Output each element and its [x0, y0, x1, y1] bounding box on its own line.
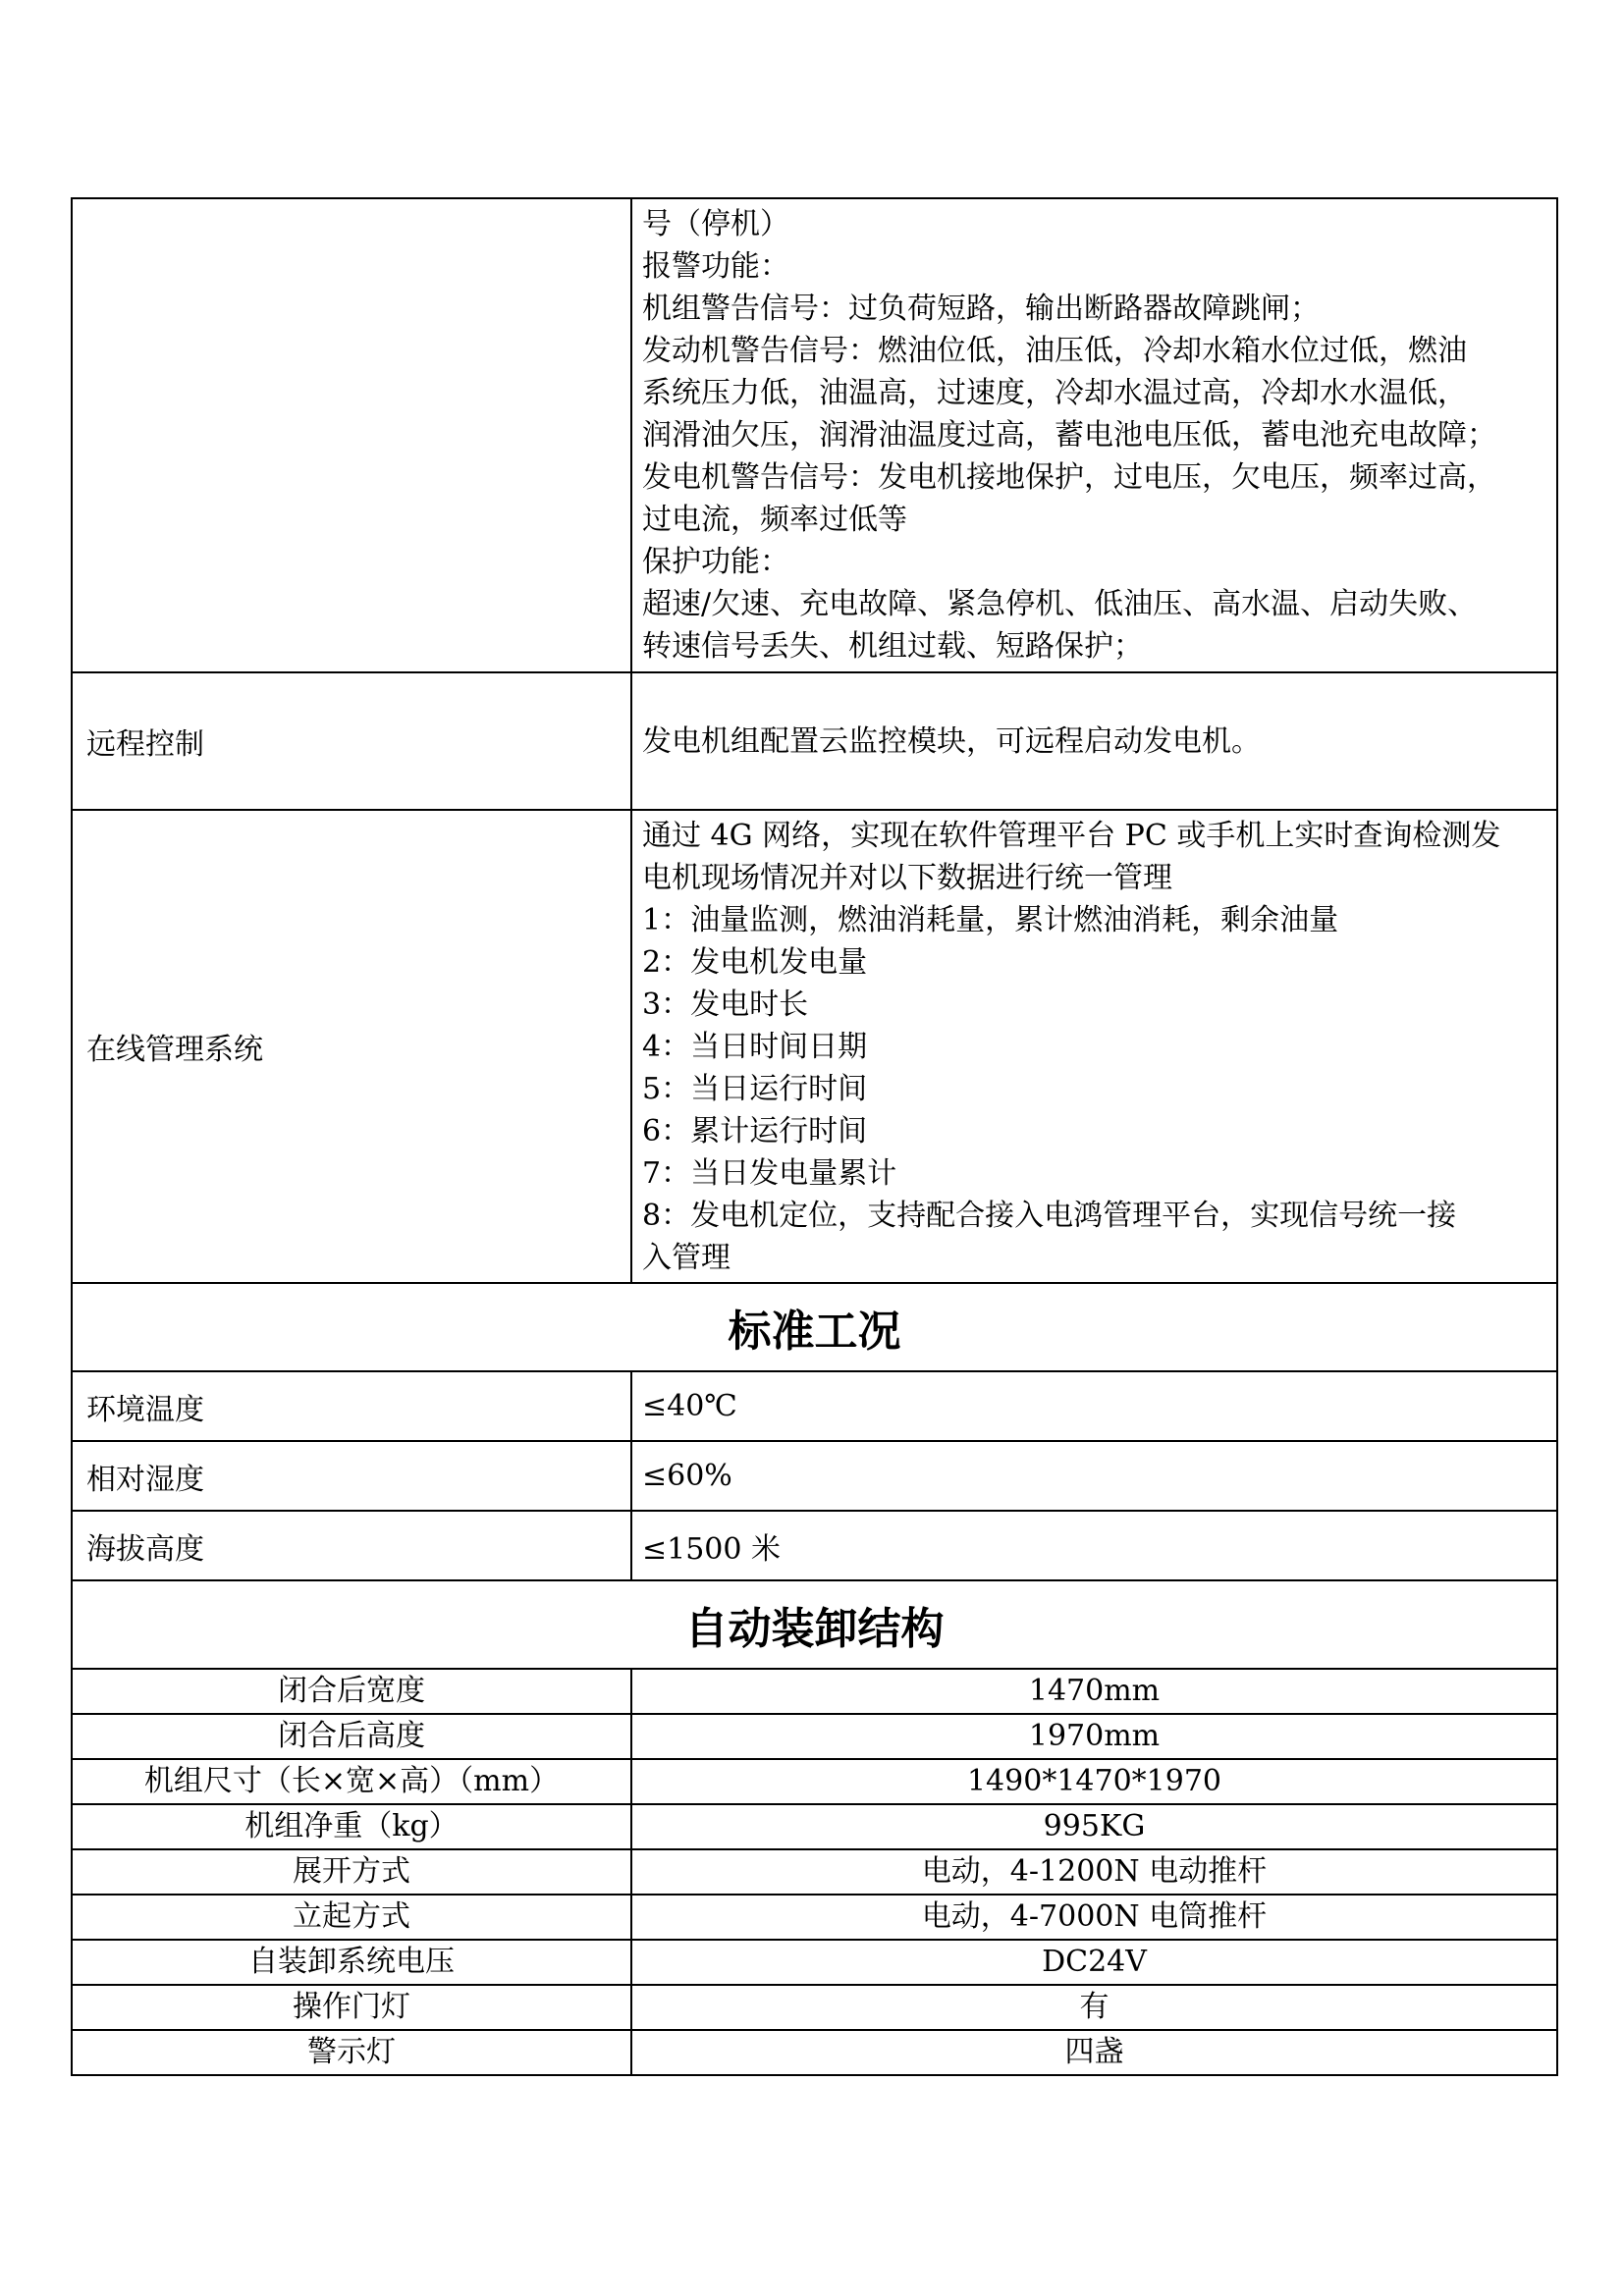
text-line: 保护功能： — [642, 545, 789, 579]
table-row — [72, 672, 1557, 810]
spec-value: 电动，4-1200N 电动推杆 — [631, 1849, 1557, 1895]
text-line: 2：发电机发电量 — [642, 944, 868, 980]
spec-label: 机组净重（kg） — [72, 1804, 631, 1849]
table-row — [72, 1371, 1557, 1441]
text-line: 号（停机） — [642, 207, 789, 241]
text-line: 报警功能： — [642, 249, 789, 284]
text-line: 4：当日时间日期 — [642, 1029, 868, 1064]
text-line: 3：发电时长 — [642, 987, 809, 1022]
spec-table — [71, 197, 1558, 2076]
text-line: 转速信号丢失、机组过载、短路保护； — [642, 629, 1143, 664]
spec-label: 展开方式 — [72, 1849, 631, 1895]
table-row — [72, 1895, 1557, 1940]
table-row — [72, 2030, 1557, 2075]
spec-label: 机组尺寸（长×宽×高）（mm） — [72, 1759, 631, 1804]
spec-label: 自装卸系统电压 — [72, 1940, 631, 1985]
section-title-standard-conditions: 标准工况 — [72, 1283, 1557, 1371]
condition-value: ≤40℃ — [631, 1371, 1557, 1441]
spec-value: DC24V — [631, 1940, 1557, 1985]
text-line: 5：当日运行时间 — [642, 1071, 868, 1106]
text-line: 入管理 — [642, 1240, 731, 1275]
table-row — [72, 198, 1557, 672]
row-label — [72, 198, 631, 672]
text-line: 发电机组配置云监控模块，可远程启动发电机。 — [642, 723, 1261, 759]
spec-value: 有 — [631, 1985, 1557, 2030]
spec-label: 警示灯 — [72, 2030, 631, 2075]
table-row — [72, 1669, 1557, 1714]
text-line: 1：油量监测，燃油消耗量，累计燃油消耗，剩余油量 — [642, 902, 1339, 937]
text-line: 通过 4G 网络，实现在软件管理平台 PC 或手机上实时查询检测发 — [642, 818, 1501, 853]
row-label: 在线管理系统 — [72, 810, 631, 1283]
section-header-row — [72, 1580, 1557, 1669]
spec-value: 1470mm — [631, 1669, 1557, 1714]
remote-control-description — [631, 672, 1557, 810]
spec-value: 四盏 — [631, 2030, 1557, 2075]
condition-value: ≤1500 米 — [631, 1511, 1557, 1580]
text-line: 润滑油欠压，润滑油温度过高，蓄电池电压低，蓄电池充电故障； — [642, 418, 1496, 453]
table-row — [72, 1511, 1557, 1580]
section-title-auto-loading-structure: 自动装卸结构 — [72, 1580, 1557, 1669]
table-row — [72, 1985, 1557, 2030]
table-row — [72, 810, 1557, 1283]
table-row — [72, 1714, 1557, 1759]
table-row — [72, 1940, 1557, 1985]
table-row — [72, 1759, 1557, 1804]
condition-label: 海拔高度 — [72, 1511, 631, 1580]
text-line: 8：发电机定位，支持配合接入电鸿管理平台，实现信号统一接 — [642, 1198, 1457, 1233]
spec-label: 立起方式 — [72, 1895, 631, 1940]
text-line: 发动机警告信号：燃油位低，油压低，冷却水箱水位过低，燃油 — [642, 334, 1467, 368]
condition-label: 环境温度 — [72, 1371, 631, 1441]
online-management-description — [631, 810, 1557, 1283]
text-line: 超速/欠速、充电故障、紧急停机、低油压、高水温、启动失败、 — [642, 587, 1478, 621]
spec-value: 电动，4-7000N 电筒推杆 — [631, 1895, 1557, 1940]
condition-value: ≤60% — [631, 1441, 1557, 1511]
spec-label: 闭合后高度 — [72, 1714, 631, 1759]
row-label: 远程控制 — [72, 672, 631, 810]
text-line: 7：当日发电量累计 — [642, 1155, 897, 1191]
text-line: 电机现场情况并对以下数据进行统一管理 — [642, 860, 1172, 895]
text-line: 6：累计运行时间 — [642, 1113, 868, 1148]
spec-label: 操作门灯 — [72, 1985, 631, 2030]
spec-value: 995KG — [631, 1804, 1557, 1849]
spec-label: 闭合后宽度 — [72, 1669, 631, 1714]
table-row — [72, 1441, 1557, 1511]
text-line: 系统压力低，油温高，过速度，冷却水温过高，冷却水水温低， — [642, 376, 1467, 410]
table-row — [72, 1804, 1557, 1849]
table-row — [72, 1849, 1557, 1895]
text-line: 机组警告信号：过负荷短路，输出断路器故障跳闸； — [642, 292, 1320, 326]
spec-value: 1970mm — [631, 1714, 1557, 1759]
condition-label: 相对湿度 — [72, 1441, 631, 1511]
alarm-protection-description — [631, 198, 1557, 672]
section-header-row — [72, 1283, 1557, 1371]
text-line: 发电机警告信号：发电机接地保护，过电压，欠电压，频率过高， — [642, 460, 1496, 495]
spec-value: 1490*1470*1970 — [631, 1759, 1557, 1804]
text-line: 过电流，频率过低等 — [642, 503, 907, 537]
